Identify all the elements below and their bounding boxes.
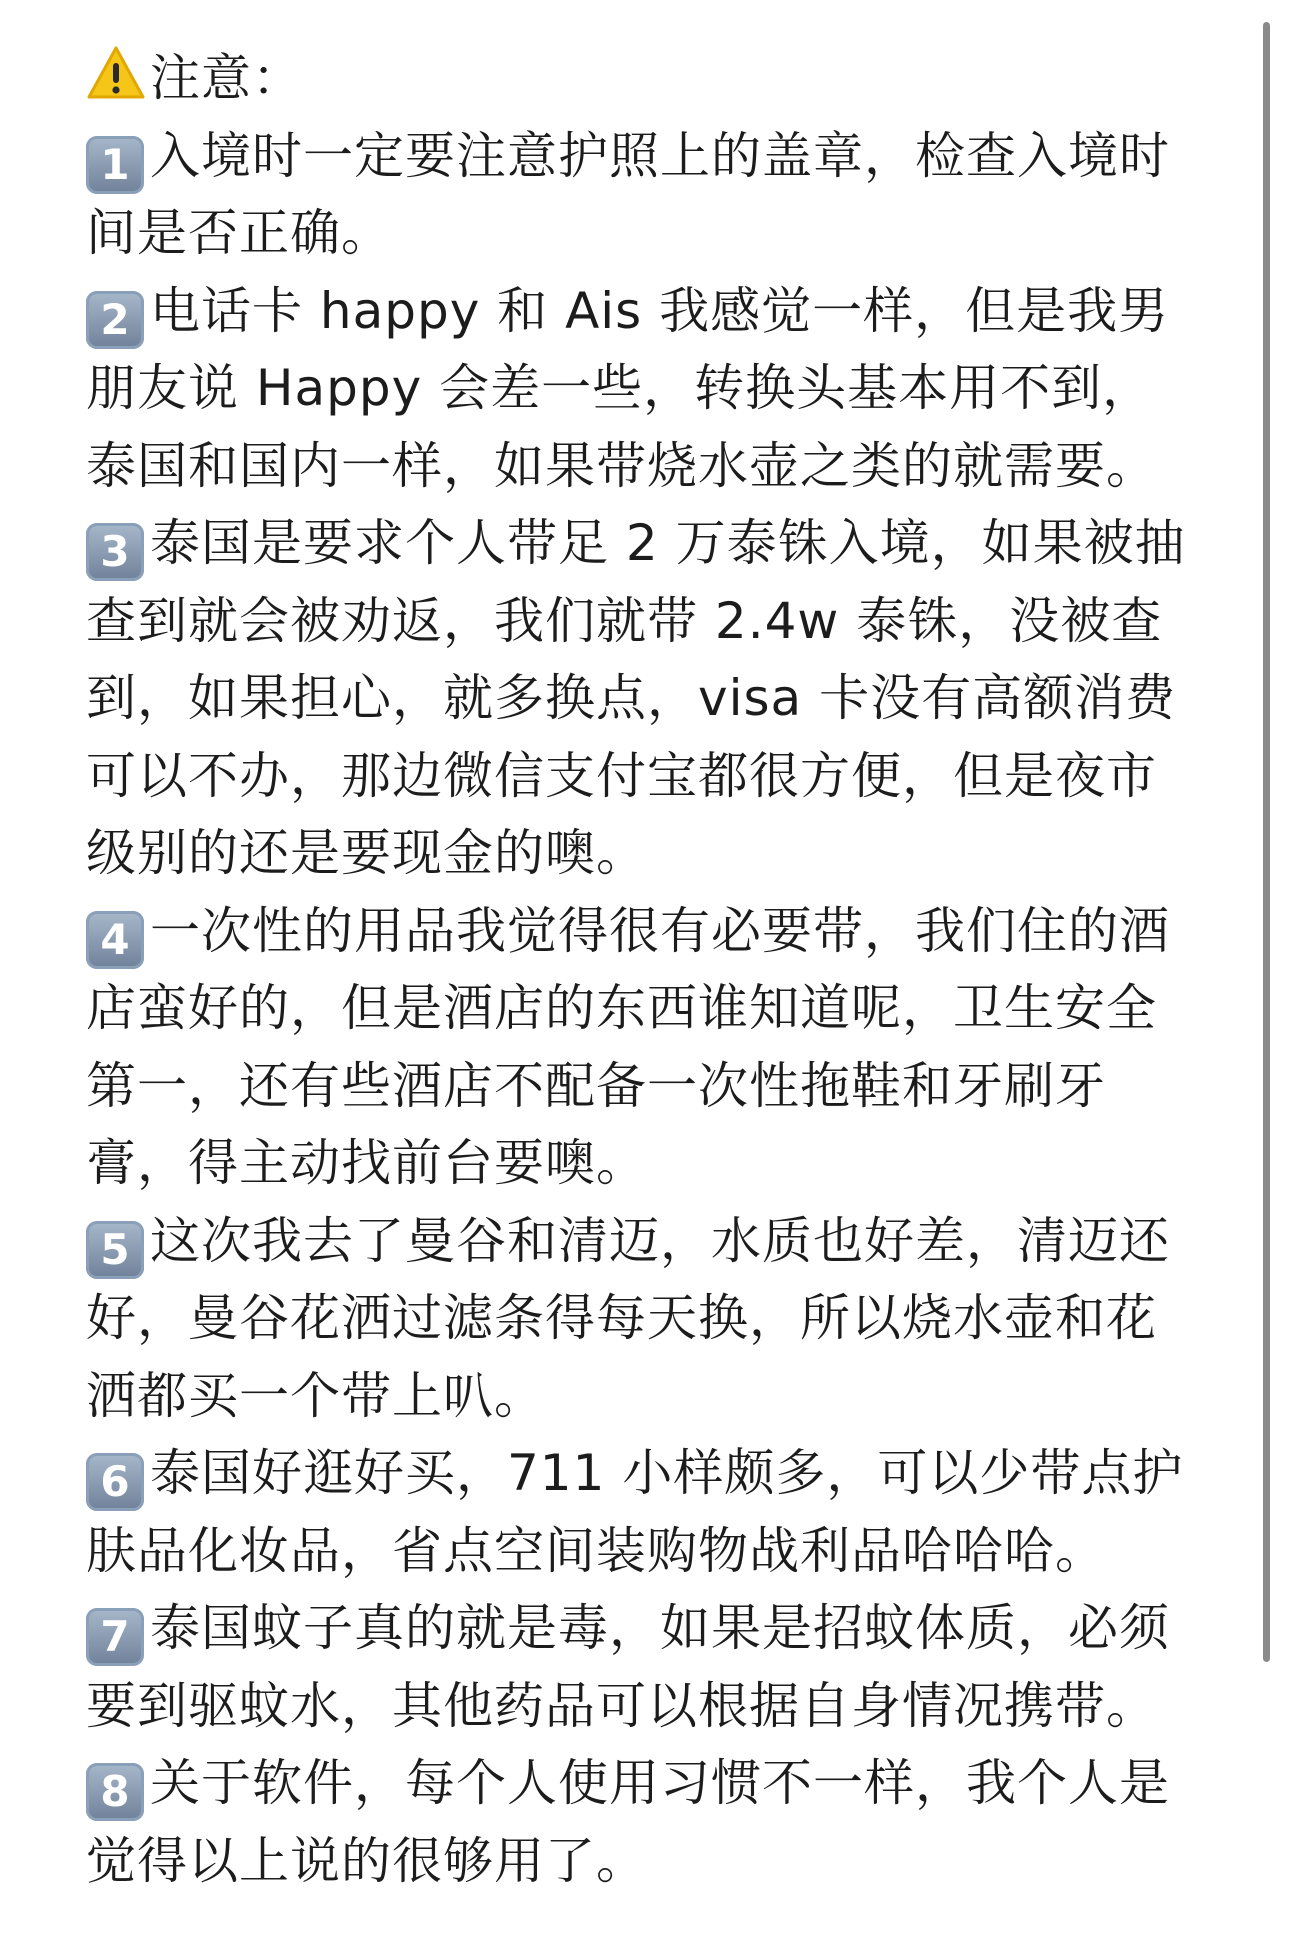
number-badge-icon: 3 — [86, 523, 144, 581]
number-badge-icon: 5 — [86, 1221, 144, 1279]
list-item — [86, 1203, 1196, 1436]
number-badge-icon: 4 — [86, 911, 144, 969]
list-item — [86, 1745, 1196, 1900]
item-text: 入境时一定要注意护照上的盖章，检查入境时间是否正确。 — [86, 126, 1170, 262]
warning-icon — [86, 45, 146, 101]
item-text: 这次我去了曼谷和清迈，水质也好差，清迈还好，曼谷花洒过滤条得每天换，所以烧水壶和花洒都买一个带上叭。 — [86, 1211, 1170, 1425]
item-text: 电话卡 happy 和 Ais 我感觉一样，但是我男朋友说 Happy 会差一些，转换头基本用不到，泰国和国内一样，如果带烧水壶之类的就需要。 — [86, 281, 1170, 495]
item-text: 关于软件，每个人使用习惯不一样，我个人是觉得以上说的很够用了。 — [86, 1754, 1170, 1890]
item-text: 泰国蚊子真的就是毒，如果是招蚊体质，必须要到驱蚊水，其他药品可以根据自身情况携带。 — [86, 1599, 1170, 1735]
number-badge-icon: 7 — [86, 1608, 144, 1666]
number-badge-icon: 8 — [86, 1763, 144, 1821]
list-item — [86, 273, 1196, 506]
list-item — [86, 1435, 1196, 1590]
note-content — [86, 40, 1196, 1900]
list-item — [86, 893, 1196, 1203]
number-badge-icon: 1 — [86, 136, 144, 194]
item-text: 一次性的用品我觉得很有必要带，我们住的酒店蛮好的，但是酒店的东西谁知道呢，卫生安全第一，还有些酒店不配备一次性拖鞋和牙刷牙膏，得主动找前台要噢。 — [86, 901, 1170, 1192]
note-title-line — [86, 40, 1196, 118]
list-item — [86, 118, 1196, 273]
number-badge-icon: 2 — [86, 291, 144, 349]
number-badge-icon: 6 — [86, 1453, 144, 1511]
item-text: 泰国好逛好买，711 小样颇多，可以少带点护肤品化妆品，省点空间装购物战利品哈哈哈。 — [86, 1444, 1184, 1580]
list-item — [86, 505, 1196, 893]
item-text: 泰国是要求个人带足 2 万泰铢入境，如果被抽查到就会被劝返，我们就带 2.4w 泰铢，没被查到，如果担心，就多换点，visa 卡没有高额消费可以不办，那边微信支付宝都很方便，但是夜市级别的还是要现金的噢。 — [86, 514, 1186, 882]
vertical-scrollbar[interactable] — [1263, 22, 1270, 1662]
list-item — [86, 1590, 1196, 1745]
note-title: 注意： — [150, 49, 303, 107]
